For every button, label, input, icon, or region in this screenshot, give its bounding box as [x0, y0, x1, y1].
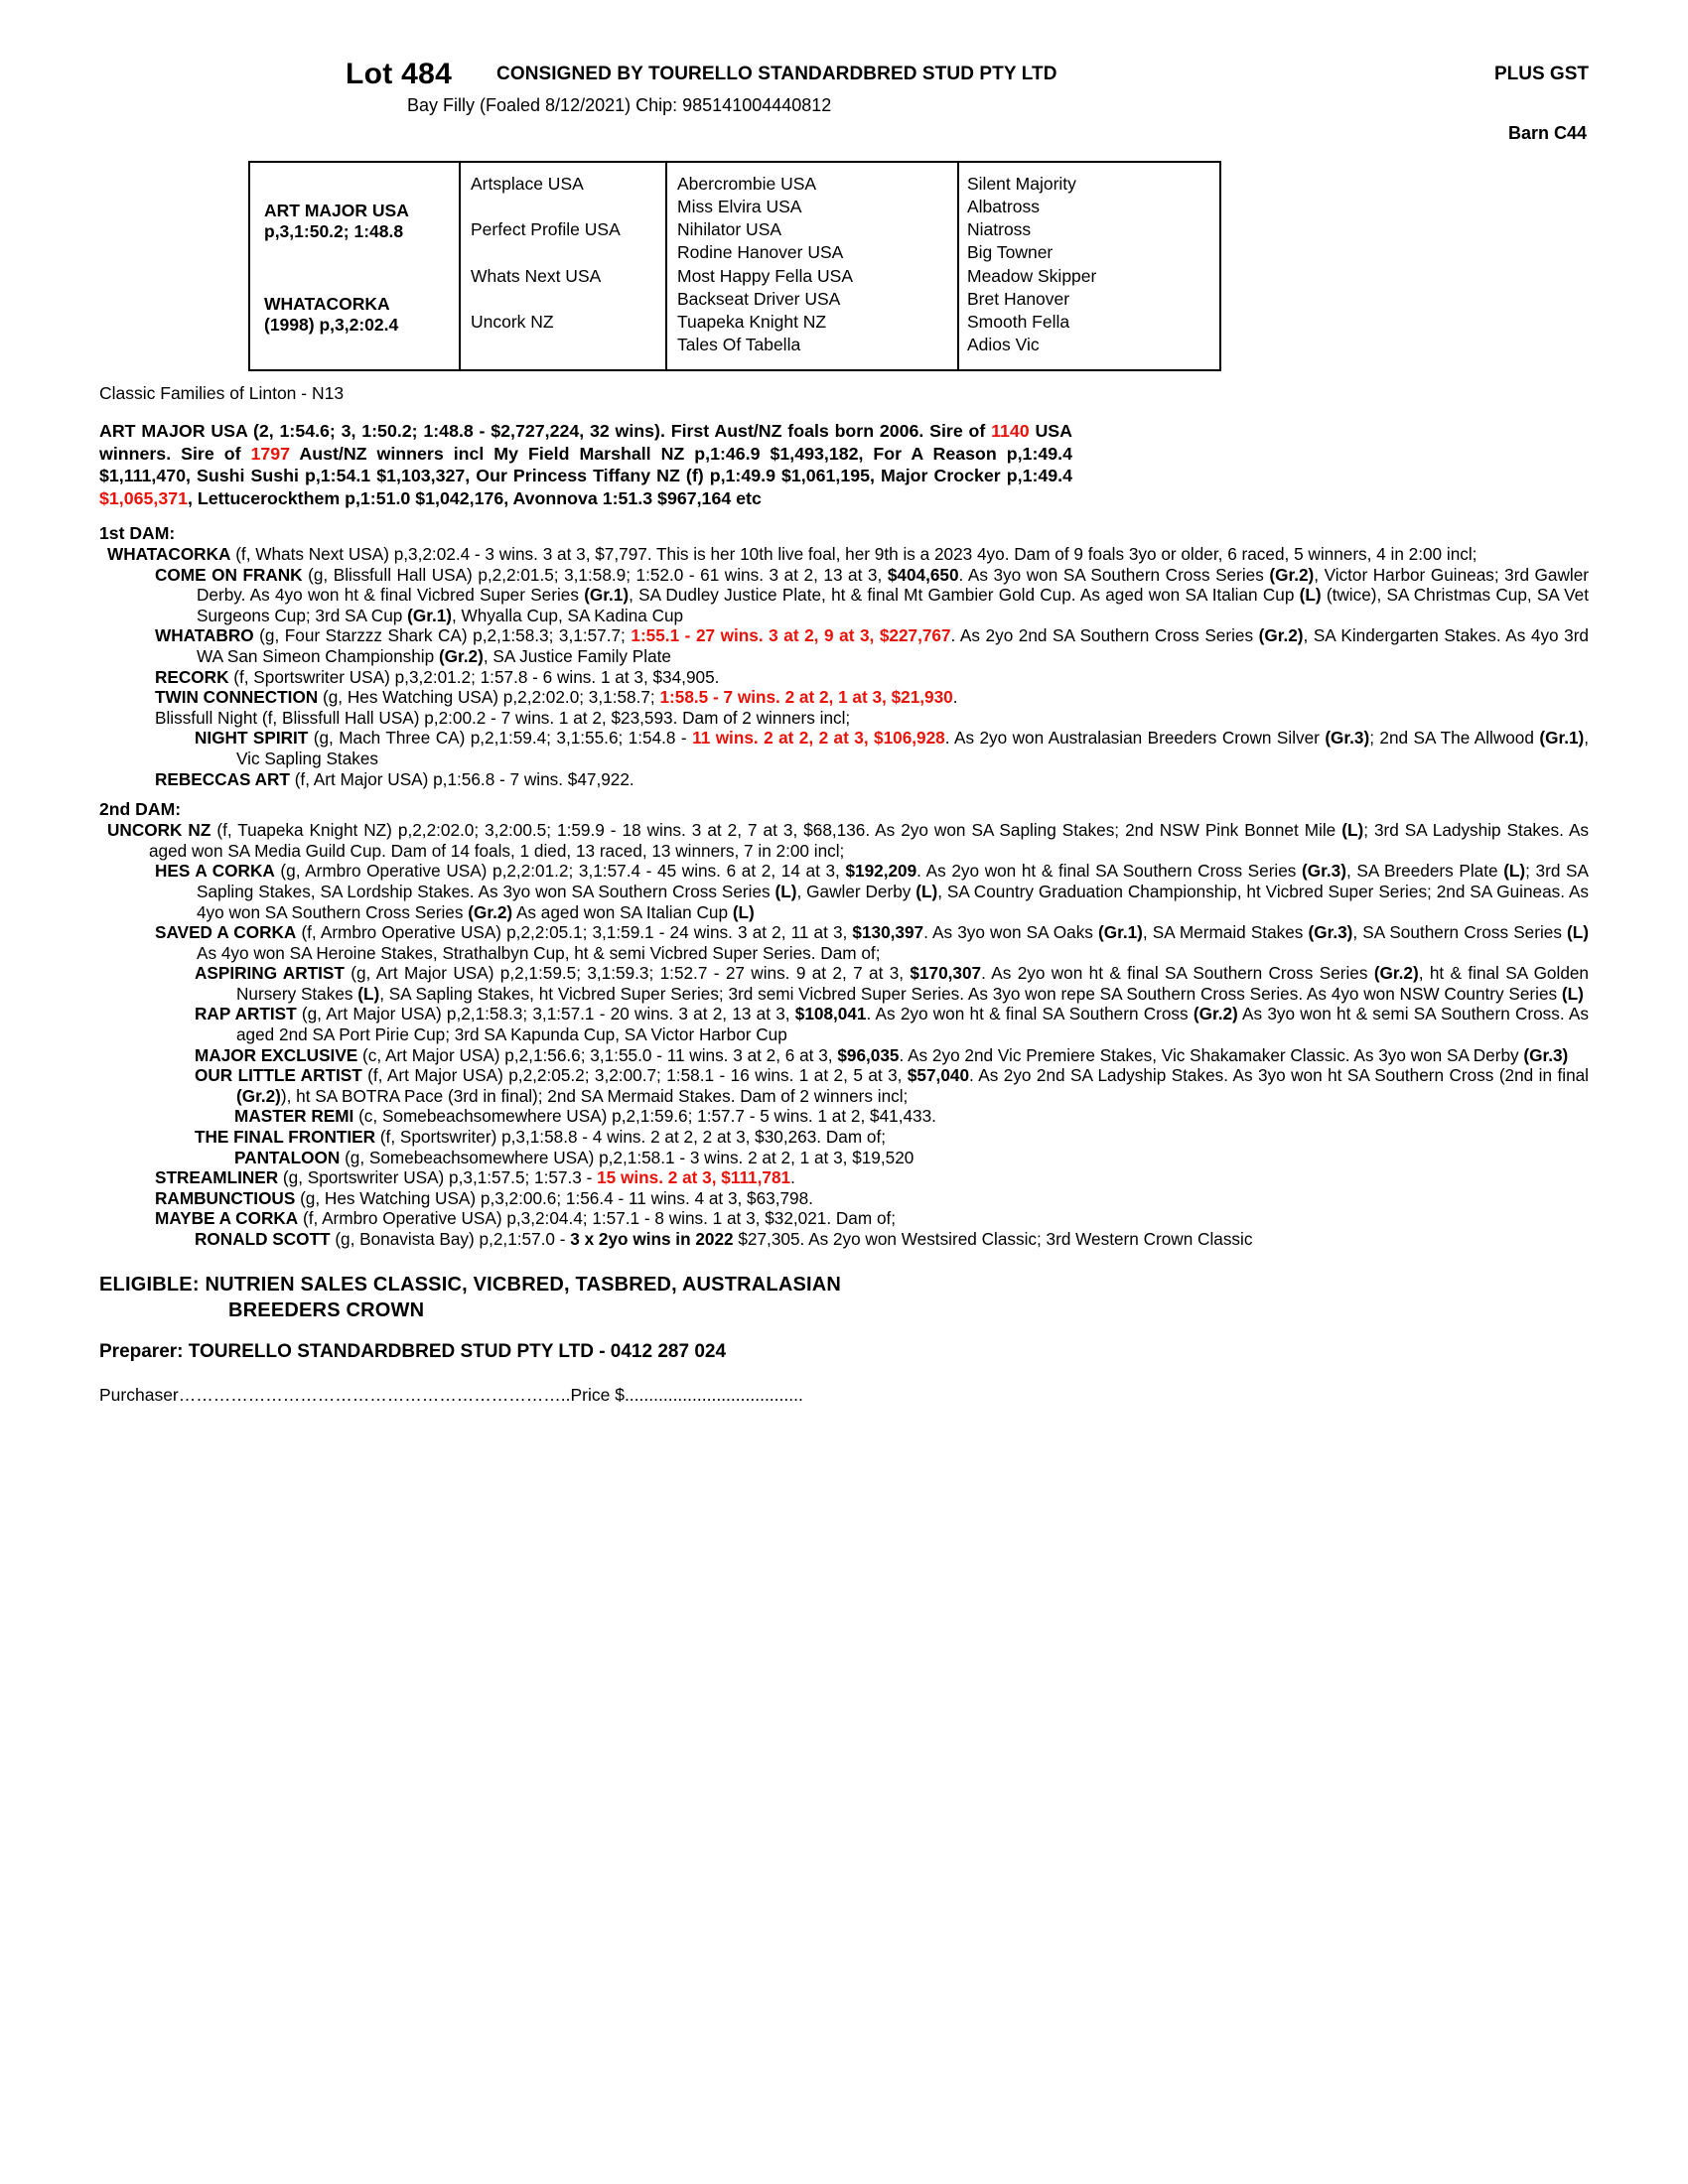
- entry-horse-name: UNCORK NZ: [107, 820, 211, 841]
- pedigree-entry: [155, 861, 1589, 922]
- entry-text: (g, Four Starzzz Shark CA) p,2,1:58.3; 3,1:57.7;: [253, 625, 632, 646]
- pedigree-entry: [155, 1188, 1589, 1209]
- entry-text: $170,307: [910, 963, 982, 984]
- entry-text: $96,035: [837, 1044, 900, 1065]
- entry-text: (f, Armbro Operative USA) p,3,2:04.4; 1:57.1 - 8 wins. 1 at 3, $32,021. Dam of;: [298, 1208, 897, 1229]
- entry-horse-name: SAVED A CORKA: [155, 922, 297, 943]
- second-dam-heading: 2nd DAM:: [99, 799, 182, 820]
- entry-horse-name: OUR LITTLE ARTIST: [195, 1065, 362, 1086]
- entry-text: .: [790, 1167, 795, 1188]
- pedigree-gen3-5: Most Happy Fella USA: [677, 266, 854, 286]
- barn-label: Barn C44: [1507, 123, 1587, 143]
- pedigree-gen3-3: Nihilator USA: [677, 219, 782, 239]
- entry-horse-name: STREAMLINER: [155, 1167, 279, 1188]
- entry-text: (g, Art Major USA) p,2,1:59.5; 3,1:59.3; 1:52.7 - 27 wins. 9 at 2, 7 at 3,: [344, 963, 911, 984]
- pedigree-gen4-5: Meadow Skipper: [967, 266, 1097, 286]
- entry-text: . As 2yo won ht & final SA Southern Cross Series: [916, 861, 1303, 882]
- sire-record: p,3,1:50.2; 1:48.8: [264, 221, 404, 241]
- entry-text: (f, Whats Next USA) p,3,2:02.4 - 3 wins. 3 at 3, $7,797. This is her 10th live foal, her 9th is a 2023 4yo. Dam of 9 foals 3yo or older, 6 raced, 5 winners, 4 in 2:00 incl;: [230, 544, 1477, 564]
- entry-text: (L): [774, 881, 797, 901]
- pedigree-gen2-4: Uncork NZ: [471, 312, 554, 332]
- entry-horse-name: THE FINAL FRONTIER: [195, 1127, 376, 1148]
- entry-text: (g, Mach Three CA) p,2,1:59.4; 3,1:55.6; 1:54.8 -: [308, 728, 693, 749]
- entry-text: (c, Somebeachsomewhere USA) p,2,1:59.6; 1:57.7 - 5 wins. 1 at 2, $41,433.: [353, 1106, 936, 1127]
- sire-text-1: ART MAJOR USA (2, 1:54.6; 3, 1:50.2; 1:48.8 - $2,727,224, 32 wins). First Aust/NZ foals born 2006. Sire of: [99, 421, 992, 441]
- entry-text: (Gr.1): [1098, 922, 1143, 943]
- entry-horse-name: PANTALOON: [234, 1147, 341, 1167]
- entry-text: (Gr.2): [1373, 963, 1419, 984]
- entry-text: ; 2nd SA The Allwood: [1369, 728, 1540, 749]
- plus-gst-label: PLUS GST: [1493, 64, 1589, 84]
- entry-text: (Gr.1): [1539, 728, 1585, 749]
- entry-text: (L): [357, 983, 380, 1004]
- entry-text: , Whyalla Cup, SA Kadina Cup: [452, 605, 684, 625]
- pedigree-gen4-7: Smooth Fella: [967, 312, 1070, 332]
- sire-text-4: , Lettucerockthem p,1:51.0 $1,042,176, Avonnova 1:51.3 $967,164 etc: [188, 487, 762, 508]
- entry-horse-name: RONALD SCOTT: [195, 1229, 331, 1249]
- pedigree-gen3-1: Abercrombie USA: [677, 174, 817, 194]
- entry-text: (L): [1567, 922, 1589, 943]
- lot-number: Lot 484: [346, 58, 453, 90]
- entry-text: , Vic Sapling Stakes: [236, 728, 1590, 768]
- sire-name: ART MAJOR USA: [264, 201, 409, 220]
- entry-text: (g, Art Major USA) p,2,1:58.3; 3,1:57.1 - 20 wins. 3 at 2, 13 at 3,: [296, 1004, 795, 1024]
- pedigree-entry: [195, 1065, 1589, 1106]
- entry-text: . As 2yo won ht & final SA Southern Cross: [866, 1004, 1194, 1024]
- entry-text: $108,041: [794, 1004, 867, 1024]
- pedigree-gen4-2: Albatross: [967, 197, 1040, 216]
- entry-text: As 3yo won ht & semi SA Southern Cross. As aged 2nd SA Port Pirie Cup; 3rd SA Kapunda Cup, SA Victor Harbor Cup: [236, 1004, 1589, 1045]
- entry-text: $130,397: [852, 922, 924, 943]
- pedigree-gen4-3: Niatross: [967, 219, 1032, 239]
- entry-text: . As 2yo 2nd Vic Premiere Stakes, Vic Shakamaker Classic. As 3yo won SA Derby: [899, 1044, 1524, 1065]
- entry-text: (f, Art Major USA) p,2,2:05.2; 3,2:00.7; 1:58.1 - 16 wins. 1 at 2, 5 at 3,: [361, 1065, 908, 1086]
- entry-text: $192,209: [845, 861, 917, 882]
- entry-text: (f, Sportswriter) p,3,1:58.8 - 4 wins. 2 at 2, 2 at 3, $30,263. Dam of;: [375, 1127, 887, 1148]
- pedigree-divider-1: [459, 163, 461, 369]
- entry-text: ; 3rd SA Sapling Stakes, SA Lordship Stakes. As 3yo won SA Southern Cross Series: [197, 861, 1589, 901]
- entry-text: (L): [1561, 983, 1584, 1004]
- purchaser-line: Purchaser…………………………………………………………..Price $.....................................: [99, 1384, 803, 1405]
- entry-text: (Gr.2): [236, 1085, 281, 1106]
- entry-highlight-stat: 15 wins. 2 at 3, $111,781: [597, 1167, 791, 1188]
- pedigree-gen2-1: Artsplace USA: [471, 174, 584, 194]
- dam-name: WHATACORKA: [264, 294, 390, 314]
- pedigree-gen3-6: Backseat Driver USA: [677, 289, 841, 309]
- entry-text: (Gr.2): [1258, 625, 1304, 646]
- first-dam-list: [99, 544, 1589, 789]
- entry-horse-name: RAP ARTIST: [195, 1004, 297, 1024]
- pedigree-gen3-8: Tales Of Tabella: [677, 335, 801, 354]
- pedigree-gen2-2: Perfect Profile USA: [471, 219, 621, 239]
- pedigree-gen4-8: Adios Vic: [967, 335, 1040, 354]
- entry-horse-name: RAMBUNCTIOUS: [155, 1187, 296, 1208]
- entry-text: (g, Hes Watching USA) p,3,2:00.6; 1:56.4 - 11 wins. 4 at 3, $63,798.: [295, 1187, 813, 1208]
- pedigree-table: [248, 161, 1221, 371]
- pedigree-gen4-6: Bret Hanover: [967, 289, 1070, 309]
- sire-text-3: Aust/NZ winners incl My Field Marshall NZ p,1:46.9 $1,493,182, For A Reason p,1:49.4 $1,111,470, Sushi Sushi p,1:54.1 $1,103,327, Our Princess Tiffany NZ (f) p,1:49.9 $1,061,195, Major Crocker p,1:49.4: [99, 443, 1072, 485]
- pedigree-entry: [195, 728, 1589, 768]
- entry-text: $57,040: [907, 1065, 970, 1086]
- second-dam-list: [99, 820, 1589, 1249]
- entry-horse-name: RECORK: [155, 666, 229, 687]
- pedigree-entry: [155, 708, 1589, 729]
- entry-horse-name: MAJOR EXCLUSIVE: [195, 1044, 358, 1065]
- entry-text: . As 2yo won ht & final SA Southern Cross Series: [981, 963, 1374, 984]
- entry-horse-name: HES A CORKA: [155, 861, 275, 882]
- pedigree-entry: [234, 1148, 1589, 1168]
- entry-text: (Gr.3): [1523, 1044, 1569, 1065]
- entry-text: $27,305. As 2yo won Westsired Classic; 3rd Western Crown Classic: [733, 1229, 1253, 1249]
- entry-text: (f, Art Major USA) p,1:56.8 - 7 wins. $47,922.: [289, 768, 634, 789]
- pedigree-entry: [155, 667, 1589, 688]
- entry-text: .: [952, 687, 958, 708]
- entry-text: , SA Mermaid Stakes: [1142, 922, 1309, 943]
- entry-highlight-stat: 11 wins. 2 at 2, 2 at 3, $106,928: [692, 728, 945, 749]
- classic-families-line: Classic Families of Linton - N13: [99, 383, 345, 403]
- preparer-line: Preparer: TOURELLO STANDARDBRED STUD PTY LTD - 0412 287 024: [99, 1340, 727, 1362]
- pedigree-entry: [195, 1127, 1589, 1148]
- pedigree-gen3-2: Miss Elvira USA: [677, 197, 802, 216]
- sire-anz-winners-count: 1797: [250, 443, 291, 464]
- entry-text: , SA Southern Cross Series: [1352, 922, 1568, 943]
- entry-text: . As 3yo won SA Oaks: [923, 922, 1098, 943]
- sire-text-2: USA winners. Sire of: [99, 421, 1072, 464]
- sire-usa-winners-count: 1140: [991, 421, 1030, 441]
- dam-record: (1998) p,3,2:02.4: [264, 315, 399, 335]
- pedigree-entry: [155, 1167, 1589, 1188]
- entry-text: , Gawler Derby: [796, 881, 916, 901]
- entry-text: (f, Tuapeka Knight NZ) p,2,2:02.0; 3,2:00.5; 1:59.9 - 18 wins. 3 at 2, 7 at 3, $68,136. As 2yo won SA Sapling Stakes; 2nd NSW Pink Bonnet Mile: [211, 820, 1342, 841]
- pedigree-entry: [195, 963, 1589, 1004]
- entry-text: , ht & final SA Golden Nursery Stakes: [236, 963, 1589, 1004]
- eligible-line-2: BREEDERS CROWN: [228, 1298, 425, 1321]
- entry-text: (Gr.3): [1325, 728, 1370, 749]
- pedigree-entry: [195, 1045, 1589, 1066]
- entry-text: (twice), SA Christmas Cup, SA Vet Surgeons Cup; 3rd SA Cup: [197, 585, 1590, 625]
- entry-text: (g, Hes Watching USA) p,2,2:02.0; 3,1:58.7;: [318, 687, 660, 708]
- entry-text: (g, Sportswriter USA) p,3,1:57.5; 1:57.3 -: [278, 1167, 598, 1188]
- entry-text: 3 x 2yo wins in 2022: [570, 1229, 734, 1249]
- sire-paragraph: [99, 420, 1072, 509]
- pedigree-entry: [155, 769, 1589, 790]
- pedigree-entry: [155, 922, 1589, 963]
- entry-horse-name: NIGHT SPIRIT: [195, 728, 309, 749]
- pedigree-gen3-4: Rodine Hanover USA: [677, 242, 844, 262]
- entry-horse-name: WHATABRO: [155, 625, 254, 646]
- entry-text: Blissfull Night (f, Blissfull Hall USA) p,2:00.2 - 7 wins. 1 at 2, $23,593. Dam of 2 winners incl;: [155, 707, 851, 728]
- pedigree-gen4-4: Big Towner: [967, 242, 1054, 262]
- entry-text: (Gr.2): [1193, 1004, 1238, 1024]
- entry-horse-name: REBECCAS ART: [155, 768, 290, 789]
- entry-text: (f, Armbro Operative USA) p,2,2:05.1; 3,1:59.1 - 24 wins. 3 at 2, 11 at 3,: [296, 922, 853, 943]
- entry-text: (Gr.2): [438, 645, 484, 666]
- entry-text: (c, Art Major USA) p,2,1:56.6; 3,1:55.0 - 11 wins. 3 at 2, 6 at 3,: [357, 1044, 838, 1065]
- entry-horse-name: MAYBE A CORKA: [155, 1208, 299, 1229]
- eligible-block: [99, 1272, 1589, 1323]
- entry-text: , SA Kindergarten Stakes. As 4yo 3rd WA San Simeon Championship: [197, 625, 1589, 666]
- entry-text: (g, Armbro Operative USA) p,2,2:01.2; 3,1:57.4 - 45 wins. 6 at 2, 14 at 3,: [274, 861, 846, 882]
- entry-text: As aged won SA Italian Cup: [512, 901, 733, 922]
- entry-text: , SA Dudley Justice Plate, ht & final Mt Gambier Gold Cup. As aged won SA Italian Cup: [629, 585, 1300, 606]
- entry-horse-name: ASPIRING ARTIST: [195, 963, 345, 984]
- pedigree-entry: [234, 1106, 1589, 1127]
- pedigree-entry: [155, 687, 1589, 708]
- entry-text: (g, Blissfull Hall USA) p,2,2:01.5; 3,1:58.9; 1:52.0 - 61 wins. 3 at 2, 13 at 3,: [302, 564, 888, 585]
- entry-text: . As 2yo 2nd SA Southern Cross Series: [950, 625, 1259, 646]
- entry-horse-name: WHATACORKA: [107, 544, 231, 564]
- entry-text: . As 3yo won SA Southern Cross Series: [958, 564, 1270, 585]
- entry-text: ; 3rd SA Ladyship Stakes. As aged won SA Media Guild Cup. Dam of 14 foals, 1 died, 13 raced, 13 winners, 7 in 2:00 incl;: [149, 820, 1590, 861]
- entry-horse-name: COME ON FRANK: [155, 564, 303, 585]
- pedigree-gen3-7: Tuapeka Knight NZ: [677, 312, 827, 332]
- entry-text: (Gr.2): [468, 901, 513, 922]
- pedigree-divider-2: [665, 163, 667, 369]
- entry-text: . As 2yo won Australasian Breeders Crown Silver: [944, 728, 1326, 749]
- entry-text: (L): [1341, 820, 1364, 841]
- pedigree-gen4-1: Silent Majority: [967, 174, 1076, 194]
- pedigree-entry: [195, 1004, 1589, 1044]
- pedigree-entry: [155, 1208, 1589, 1229]
- entry-text: . As 2yo 2nd SA Ladyship Stakes. As 3yo won ht SA Southern Cross (2nd in final: [969, 1065, 1590, 1086]
- pedigree-divider-3: [957, 163, 959, 369]
- entry-text: $404,650: [887, 564, 959, 585]
- page-header: [99, 52, 1589, 147]
- entry-highlight-stat: 1:58.5 - 7 wins. 2 at 2, 1 at 3, $21,930: [659, 687, 953, 708]
- entry-text: (L): [1299, 585, 1322, 606]
- entry-text: As 4yo won SA Heroine Stakes, Strathalbyn Cup, ht & semi Vicbred Super Series. Dam of;: [197, 942, 881, 963]
- entry-text: , SA Sapling Stakes, ht Vicbred Super Series; 3rd semi Vicbred Super Series. As 3yo won repe SA Southern Cross Series. As 4yo won NSW Country Series: [379, 983, 1562, 1004]
- entry-text: , SA Country Graduation Championship, ht Vicbred Super Series; 2nd SA Guineas. As 4yo won SA Southern Cross Series: [197, 881, 1590, 922]
- consignor-label: CONSIGNED BY TOURELLO STANDARDBRED STUD PTY LTD: [496, 64, 1057, 84]
- eligible-line-1: ELIGIBLE: NUTRIEN SALES CLASSIC, VICBRED, TASBRED, AUSTRALASIAN: [99, 1273, 842, 1296]
- pedigree-gen2-3: Whats Next USA: [471, 266, 602, 286]
- entry-highlight-stat: 1:55.1 - 27 wins. 3 at 2, 9 at 3, $227,767: [631, 625, 951, 646]
- entry-text: , SA Breeders Plate: [1345, 861, 1504, 882]
- entry-text: (g, Somebeachsomewhere USA) p,2,1:58.1 - 3 wins. 2 at 2, 1 at 3, $19,520: [340, 1147, 914, 1167]
- pedigree-entry: [107, 820, 1589, 861]
- entry-text: , SA Justice Family Plate: [483, 645, 671, 666]
- pedigree-entry: [155, 625, 1589, 666]
- entry-text: (L): [915, 881, 938, 901]
- entry-text: (g, Bonavista Bay) p,2,1:57.0 -: [330, 1229, 571, 1249]
- animal-description: Bay Filly (Foaled 8/12/2021) Chip: 985141004440812: [407, 95, 832, 115]
- entry-text: (Gr.1): [407, 605, 452, 625]
- entry-text: (L): [1503, 861, 1526, 882]
- entry-text: (f, Sportswriter USA) p,3,2:01.2; 1:57.8 - 6 wins. 1 at 3, $34,905.: [228, 666, 720, 687]
- sire-highlight-earnings: $1,065,371: [99, 487, 188, 508]
- entry-horse-name: MASTER REMI: [234, 1106, 354, 1127]
- pedigree-entry: [195, 1229, 1589, 1250]
- entry-text: (Gr.2): [1269, 564, 1315, 585]
- entry-text: (Gr.1): [584, 585, 630, 606]
- pedigree-entry: [107, 544, 1589, 565]
- entry-text: (Gr.3): [1308, 922, 1353, 943]
- entry-text: , Victor Harbor Guineas; 3rd Gawler Derby. As 4yo won ht & final Vicbred Super Series: [197, 564, 1589, 606]
- entry-text: (L): [732, 901, 755, 922]
- entry-text: (Gr.3): [1302, 861, 1346, 882]
- first-dam-heading: 1st DAM:: [99, 523, 176, 543]
- entry-text: ), ht SA BOTRA Pace (3rd in final); 2nd SA Mermaid Stakes. Dam of 2 winners incl;: [280, 1085, 909, 1106]
- entry-horse-name: TWIN CONNECTION: [155, 687, 319, 708]
- pedigree-entry: [155, 565, 1589, 626]
